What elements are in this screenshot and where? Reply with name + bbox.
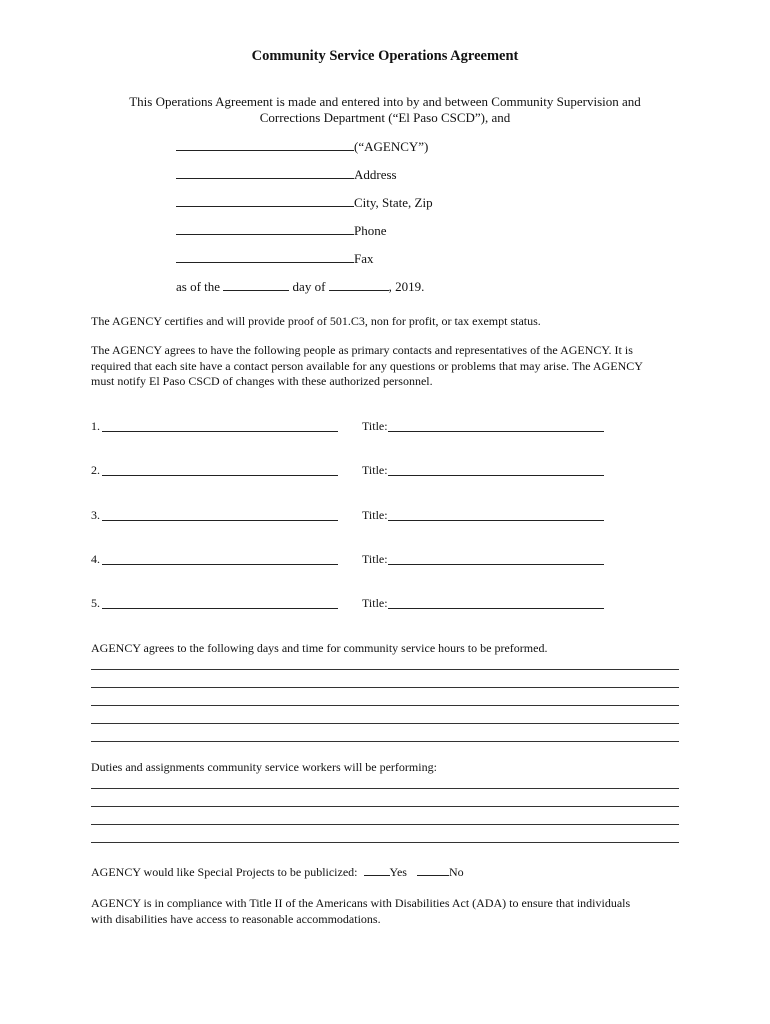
contact-row-1 (91, 419, 681, 435)
contact-number: 2. (91, 463, 100, 477)
days-entry-line-5[interactable] (91, 741, 679, 742)
agency-name-label: (“AGENCY”) (354, 139, 429, 154)
date-middle: day of (292, 279, 326, 294)
agency-fax-row (176, 250, 576, 278)
contact-title-label: Title: (362, 596, 388, 610)
date-row (176, 278, 576, 302)
intro-line-2: Corrections Department (“El Paso CSCD”), and (259, 110, 511, 125)
agency-name-row (176, 138, 576, 166)
agency-phone-label: Phone (354, 223, 387, 238)
days-entry-line-4[interactable] (91, 723, 679, 724)
agency-name-field[interactable] (176, 138, 354, 151)
publicize-no-label: No (448, 865, 464, 879)
day-field[interactable] (223, 278, 289, 291)
days-entry-line-2[interactable] (91, 687, 679, 688)
contact-title-label: Title: (362, 419, 388, 433)
ada-line-1: AGENCY is in compliance with Title II of the Americans with Disabilities Act (ADA) to ensure that individuals (91, 896, 631, 910)
contacts-line-3: must notify El Paso CSCD of changes with these authorized personnel. (91, 374, 433, 388)
intro-paragraph (100, 94, 670, 126)
contact-number: 5. (91, 596, 100, 610)
contact-name-field-1[interactable] (102, 419, 338, 432)
contact-title-field-2[interactable] (388, 463, 604, 476)
intro-line-1: This Operations Agreement is made and entered into by and between Community Supervision and (129, 94, 641, 109)
duties-entry-line-3[interactable] (91, 824, 679, 825)
contact-name-field-4[interactable] (102, 552, 338, 565)
contact-title-field-4[interactable] (388, 552, 604, 565)
contact-title-field-1[interactable] (388, 419, 604, 432)
ada-paragraph (91, 896, 681, 927)
duties-entry-line-4[interactable] (91, 842, 679, 843)
certify-paragraph: The AGENCY certifies and will provide proof of 501.C3, non for profit, or tax exempt status. (91, 314, 541, 328)
duties-entry-line-2[interactable] (91, 806, 679, 807)
agency-city-row (176, 194, 576, 222)
agency-fax-label: Fax (354, 251, 374, 266)
contact-title-field-3[interactable] (388, 508, 604, 521)
contacts-paragraph (91, 343, 681, 390)
contact-title-label: Title: (362, 463, 388, 477)
contact-row-4 (91, 552, 681, 568)
duties-entry-line-1[interactable] (91, 788, 679, 789)
contact-row-2 (91, 463, 681, 479)
contact-name-field-2[interactable] (102, 463, 338, 476)
contact-number: 4. (91, 552, 100, 566)
ada-line-2: with disabilities have access to reasonable accommodations. (91, 911, 381, 926)
month-field[interactable] (329, 278, 389, 291)
agency-phone-row (176, 222, 576, 250)
publicize-no-field[interactable] (417, 864, 449, 876)
agency-address-field[interactable] (176, 166, 354, 179)
publicize-yes-label: Yes (389, 865, 407, 879)
days-paragraph: AGENCY agrees to the following days and time for community service hours to be preformed. (91, 641, 548, 655)
contact-title-label: Title: (362, 552, 388, 566)
contact-row-3 (91, 508, 681, 524)
contacts-line-2: required that each site have a contact person available for any questions or problems that may arise. The AGENCY (91, 358, 643, 373)
date-prefix: as of the (176, 279, 221, 294)
duties-paragraph: Duties and assignments community service workers will be performing: (91, 760, 437, 774)
contacts-line-1: The AGENCY agrees to have the following people as primary contacts and representatives of the AGENCY. It is (91, 343, 633, 357)
contact-number: 3. (91, 508, 100, 522)
publicize-row (91, 864, 681, 881)
days-entry-line-3[interactable] (91, 705, 679, 706)
document-title: Community Service Operations Agreement (251, 48, 519, 64)
agency-city-field[interactable] (176, 194, 354, 207)
agency-address-label: Address (354, 167, 397, 182)
agency-fax-field[interactable] (176, 250, 354, 263)
publicize-text: AGENCY would like Special Projects to be publicized: (91, 865, 358, 879)
contact-number: 1. (91, 419, 100, 433)
agency-info-block (176, 138, 576, 302)
contact-title-label: Title: (362, 508, 388, 522)
agency-city-label: City, State, Zip (354, 195, 433, 210)
agency-address-row (176, 166, 576, 194)
publicize-yes-field[interactable] (364, 864, 390, 876)
date-suffix: , 2019. (388, 279, 425, 294)
days-entry-line-1[interactable] (91, 669, 679, 670)
contact-row-5 (91, 596, 681, 612)
contact-title-field-5[interactable] (388, 596, 604, 609)
agency-phone-field[interactable] (176, 222, 354, 235)
contact-name-field-5[interactable] (102, 596, 338, 609)
contact-name-field-3[interactable] (102, 508, 338, 521)
